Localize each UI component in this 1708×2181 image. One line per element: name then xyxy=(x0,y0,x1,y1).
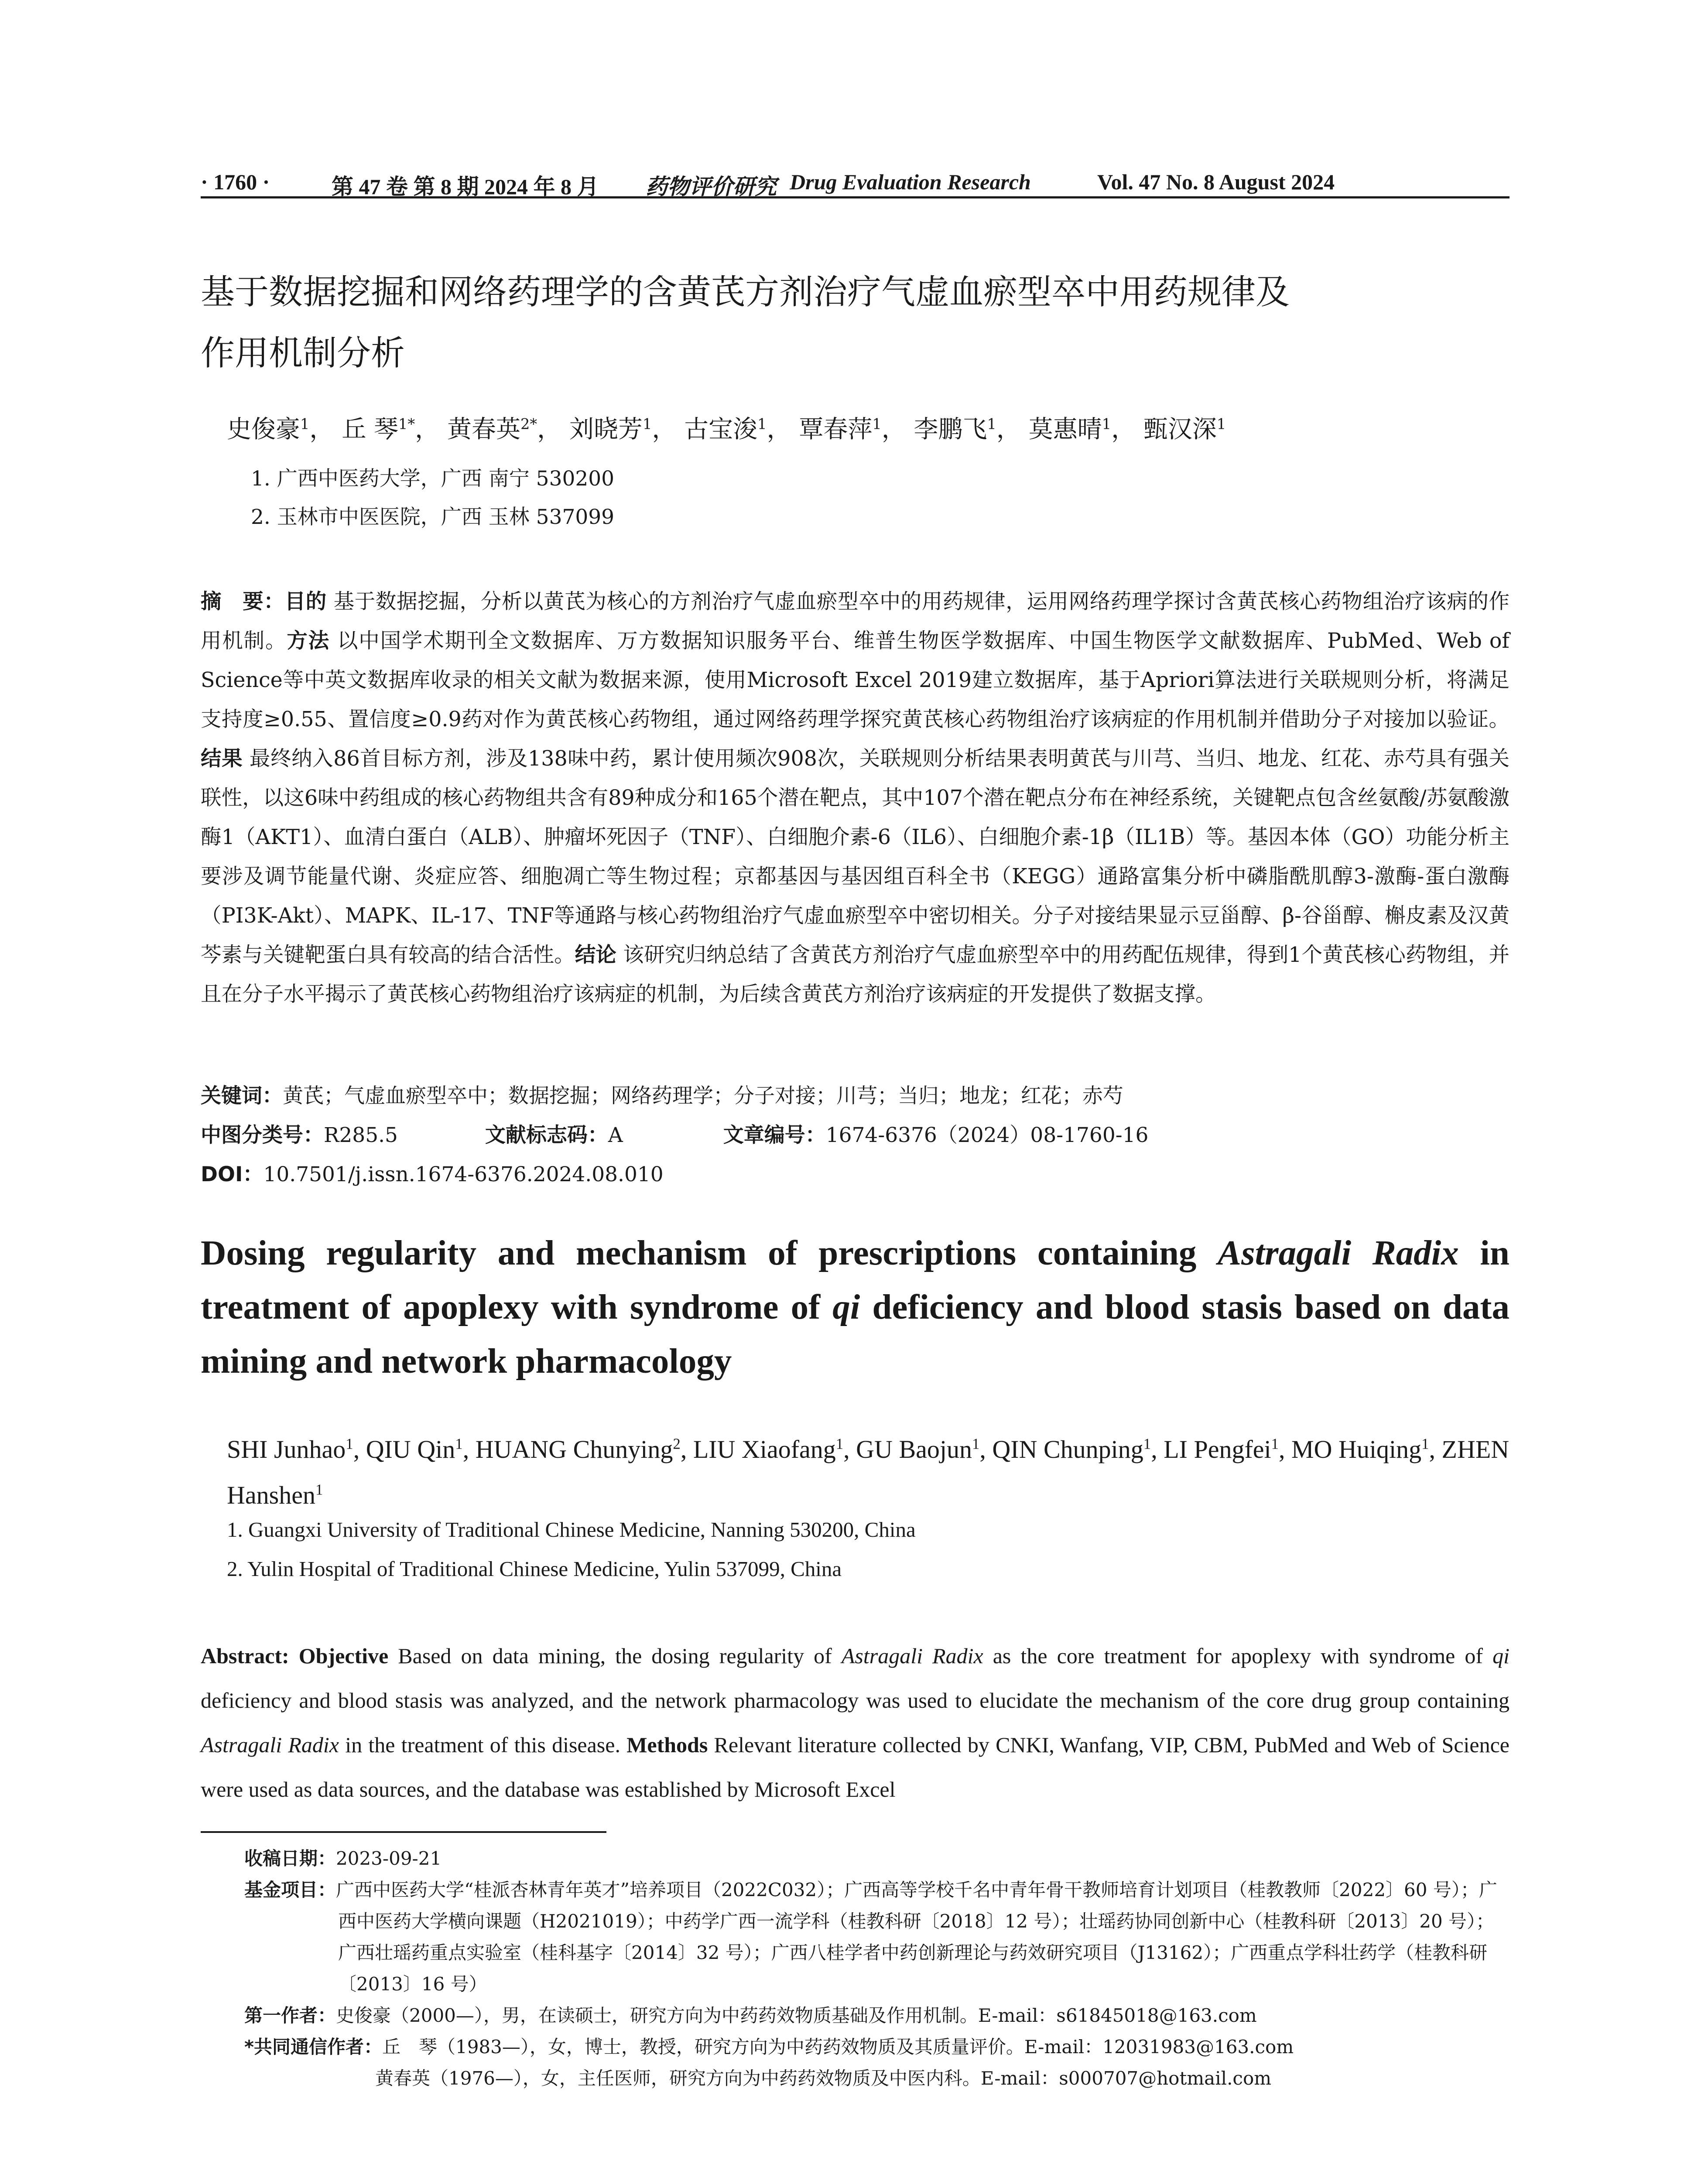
english-abstract: Abstract: Objective Based on data mining, the dosing regularity of Astragali Radix as the core treatment for apoplexy with syndrome of qi deficiency and blood stasis was analyzed, and the network pharmacology was used to elucidate the mechanism of the core drug group containing Astragali Radix in the treatment of this disease. Methods Relevant literature collected by CNKI, Wanfang, VIP, CBM, PubMed and Web of Science were used as data sources, and the database was established by Microsoft Excel xyxy=(201,1644,1510,1802)
author: 覃春萍$^1$ xyxy=(799,415,882,444)
chinese-title-line-2: 作用机制分析 xyxy=(201,334,405,373)
page-number: · 1760 · xyxy=(201,170,270,194)
doi-value[interactable]: 10.7501/j.issn.1674-6376.2024.08.010 xyxy=(263,1162,664,1186)
author: LIU Xiaofang$^1$ xyxy=(693,1435,844,1463)
issue-cn: 第 47 卷 第 8 期 2024 年 8 月 xyxy=(332,174,599,199)
abstract-label: Abstract: xyxy=(201,1644,289,1668)
methods-label: 方法 xyxy=(287,629,330,653)
journal-logo-cn: 药物评价研究 xyxy=(646,174,777,199)
results-text: 最终纳入86首目标方剂，涉及138味中药，累计使用频次908次，关联规则分析结果表明黄芪与川芎、当归、地龙、红花、赤芍具有强关联性，以这6味中药组成的核心药物组共含有89种成分和165个潜在靶点，其中107个潜在靶点分布在神经系统，关键靶点包含丝氨酸/苏氨酸激酶1（AKT1）、血清白蛋白（ALB）、肿瘤坏死因子（TNF）、白细胞介素-6（IL6）、白细胞介素-1β（IL1B）等。基因本体（GO）功能分析主要涉及调节能量代谢、炎症应答、细胞凋亡等生物过程；京都基因与基因组百科全书（KEGG）通路富集分析中磷脂酰肌醇3-激酶-蛋白激酶（PI3K-Akt）、MAPK、IL-17、TNF等通路与核心药物组治疗气虚血瘀型卒中密切相关。分子对接结果显示豆甾醇、β-谷甾醇、槲皮素及汉黄芩素与关键靶蛋白具有较高的结合活性。 xyxy=(201,747,1509,967)
doc-code-value: A xyxy=(608,1123,623,1147)
doi-label: DOI： xyxy=(201,1162,264,1186)
first-author-info: 第一作者：史俊豪（2000—），男，在读硕士，研究方向为中药药效物质基础及作用机制。E-mail：s61845018@163.com xyxy=(244,2005,1257,2026)
author: HUANG Chunying$^2$ xyxy=(475,1435,681,1463)
author: 丘 琴$^{1*}$ xyxy=(342,415,415,444)
footnote-divider xyxy=(201,1831,606,1833)
author: GU Baojun$^1$ xyxy=(856,1435,980,1463)
author: 古宝浚$^1$ xyxy=(684,415,767,444)
chinese-title xyxy=(201,262,1509,384)
doi-line xyxy=(201,1158,664,1187)
english-affiliation-2: 2. Yulin Hospital of Traditional Chinese Medicine, Yulin 537099, China xyxy=(227,1557,842,1581)
objective-label: 目的 xyxy=(284,590,327,614)
conclusion-text: 该研究归纳总结了含黄芪方剂治疗气虚血瘀型卒中的用药配伍规律，得到1个黄芪核心药物组，并且在分子水平揭示了黄芪核心药物组治疗该病症的机制，为后续含黄芪方剂治疗该病症的开发提供了数据支撑。 xyxy=(201,943,1510,1006)
author: 李鹏飞$^1$ xyxy=(914,415,996,444)
clc-value: R285.5 xyxy=(324,1123,398,1147)
abstract-label: 摘 要： xyxy=(201,590,285,614)
english-title-italic: Astragali Radix xyxy=(1218,1233,1459,1272)
author: SHI Junhao$^1$ xyxy=(227,1435,353,1463)
results-label: 结果 xyxy=(201,747,243,771)
author: ZHEN Hanshen$^1$ xyxy=(227,1435,1509,1509)
author: 刘晓芳$^1$ xyxy=(569,415,652,444)
conclusion-label: 结论 xyxy=(575,943,617,967)
author: 黄春英$^{2*}$ xyxy=(447,415,537,444)
author: 莫惠晴$^1$ xyxy=(1028,415,1112,444)
corresponding-author-info: *共同通信作者：丘 琴（1983—），女，博士，教授，研究方向为中药药效物质及其质量评价。E-mail：12031983@163.com xyxy=(244,2036,1294,2058)
doc-code-label: 文献标志码： xyxy=(485,1123,608,1147)
received-date: 收稿日期：2023-09-21 xyxy=(244,1848,442,1869)
fund-info: 基金项目：广西中医药大学“桂派杏林青年英才”培养项目（2022C032）；广西高等学校千名中青年骨干教师培育计划项目（桂教教师〔2022〕60 号）；广西中医药大学横向课题（H2021019）；中药学广西一流学科（桂教科研〔2018〕12 号）；壮瑶药协同创新中心（桂教科研〔2013〕20 号）；广西壮瑶药重点实验室（桂科基字〔2014〕32 号）；广西八桂学者中药创新理论与药效研究项目（J13162）；广西重点学科壮药学（桂教科研〔2013〕16 号） xyxy=(244,1879,1497,1995)
author: 史俊豪$^1$ xyxy=(227,415,310,444)
clc-label: 中图分类号： xyxy=(201,1123,324,1147)
objective-label: Objective xyxy=(298,1644,389,1668)
keywords-value: 黄芪；气虚血瘀型卒中；数据挖掘；网络药理学；分子对接；川芎；当归；地龙；红花；赤芍 xyxy=(283,1084,1123,1108)
english-author-list: SHI Junhao$^1$, QIU Qin$^1$, HUANG Chunying$^2$, LIU Xiaofang$^1$, GU Baojun$^1$, QIN Chunping$^1$, LI Pengfei$^1$, MO Huiqing$^1$, ZHEN Hanshen$^1$ xyxy=(227,1435,1509,1509)
methods-text: 以中国学术期刊全文数据库、万方数据知识服务平台、维普生物医学数据库、中国生物医学文献数据库、PubMed、Web of Science等中英文数据库收录的相关文献为数据来源，使用Microsoft Excel 2019建立数据库，基于Apriori算法进行关联规则分析，将满足支持度≥0.55、置信度≥0.9药对作为黄芪核心药物组，通过网络药理学探究黄芪核心药物组治疗该病症的作用机制并借助分子对接加以验证。 xyxy=(201,629,1510,732)
issue-en: Vol. 47 No. 8 August 2024 xyxy=(1097,170,1335,194)
journal-name-en: Drug Evaluation Research xyxy=(790,170,1031,194)
objective-text: 基于数据挖掘，分析以黄芪为核心的方剂治疗气虚血瘀型卒中的用药规律，运用网络药理学探讨含黄芪核心药物组治疗该病的作用机制。 xyxy=(201,590,1510,653)
english-title: Dosing regularity and mechanism of prescriptions containing Astragali Radix in treatment of apoplexy with syndrome of qi deficiency and blood stasis based on data mining and network pharmacology xyxy=(201,1233,1509,1381)
article-number-value: 1674-6376（2024）08-1760-16 xyxy=(825,1123,1149,1147)
methods-label: Methods xyxy=(626,1733,708,1757)
english-affiliation-1: 1. Guangxi University of Traditional Chinese Medicine, Nanning 530200, China xyxy=(227,1518,916,1542)
corresponding-author-info-2: 黄春英（1976—），女，主任医师，研究方向为中药药效物质及中医内科。E-mail：s000707@hotmail.com xyxy=(375,2068,1272,2089)
chinese-title-line-1: 基于数据挖掘和网络药理学的含黄芪方剂治疗气虚血瘀型卒中用药规律及 xyxy=(201,273,1290,312)
author: QIN Chunping$^1$ xyxy=(992,1435,1151,1463)
keywords-label: 关键词： xyxy=(201,1084,283,1108)
english-title-italic: qi xyxy=(832,1287,860,1326)
author: QIU Qin$^1$ xyxy=(366,1435,463,1463)
chinese-affiliation-1: 1. 广西中医药大学，广西 南宁 530200 xyxy=(251,467,615,491)
classification-line xyxy=(201,1119,1148,1148)
author: LI Pengfei$^1$ xyxy=(1164,1435,1279,1463)
keywords xyxy=(201,1080,1123,1109)
chinese-affiliation-2: 2. 玉林市中医医院，广西 玉林 537099 xyxy=(251,505,615,529)
author: 甄汉深$^1$ xyxy=(1143,415,1226,444)
footnotes xyxy=(244,1843,1509,2094)
article-number-label: 文章编号： xyxy=(723,1123,826,1147)
author: MO Huiqing$^1$ xyxy=(1291,1435,1429,1463)
running-header xyxy=(201,166,1509,198)
chinese-abstract xyxy=(201,582,1509,1014)
chinese-author-list: 史俊豪$^1$， 丘 琴$^{1*}$， 黄春英$^{2*}$， 刘晓芳$^1$， 古宝浚$^1$， 覃春萍$^1$， 李鹏飞$^1$， 莫惠晴$^1$， 甄汉深$^1$ xyxy=(227,415,1226,444)
